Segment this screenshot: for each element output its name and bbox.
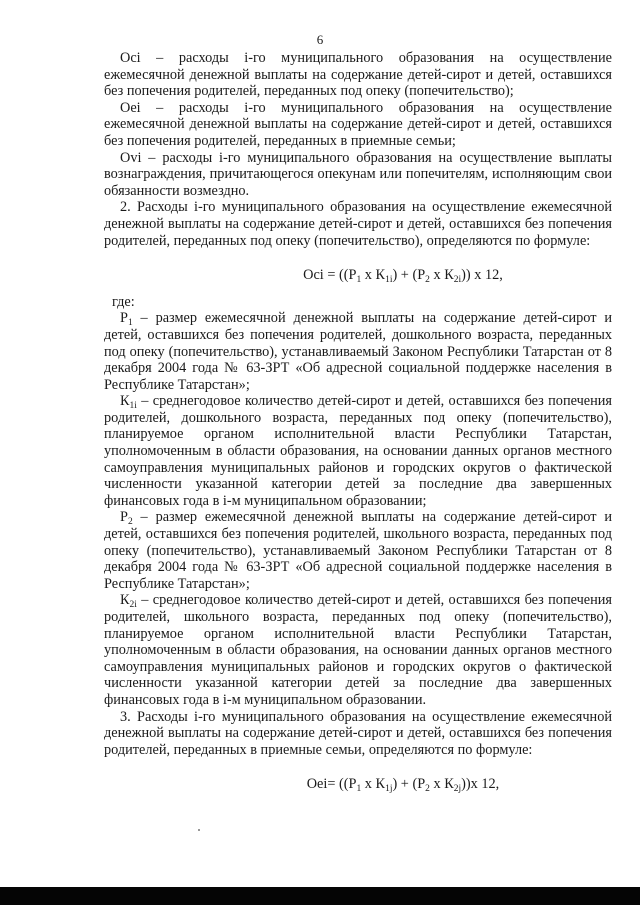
formula-part: х <box>361 267 376 284</box>
symbol-sub: 2i <box>129 600 137 611</box>
symbol-p: Р <box>417 267 426 284</box>
scan-speck <box>198 829 200 831</box>
symbol-p: Р <box>417 776 426 793</box>
symbol-sub: 2 <box>425 275 430 286</box>
definition-text: – среднегодовое количество детей-сирот и детей, оставшихся без попечения родителей, школьного возраста, переданных под опеку (попечительство), планируемое органом исполнительной власти Республики Татарстан, уполномоченным в области образования, на основании данных органов местного самоуправления муниципальных районов и городских округов о фактической численности указанной категории детей за последние два завершенных финансовых года в i-м муниципальном образовании. <box>104 592 612 708</box>
formula-part: х <box>429 267 445 284</box>
formula-part: х <box>361 776 376 793</box>
clause-2: 2. Расходы i-го муниципального образования на осуществление ежемесячной денежной выплаты на содержание детей-сирот и детей, оставшихся без попечения родителей, переданных под опеку (попечительство), определяются по формуле: <box>104 199 612 249</box>
symbol-k: К <box>444 776 454 793</box>
symbol-sub: 2 <box>127 517 133 528</box>
formula-part: ) + ( <box>392 267 418 284</box>
symbol-sub: 1i <box>129 401 137 412</box>
formula-part: )) х 12, <box>461 267 503 284</box>
definition-oei: Оei – расходы i-го муниципального образования на осуществление ежемесячной денежной выплаты на содержание детей-сирот и детей, оставшихся без попечения родителей, переданных в приемные семьи; <box>104 99 612 149</box>
clause-3: 3. Расходы i-го муниципального образования на осуществление ежемесячной денежной выплаты на содержание детей-сирот и детей, оставшихся без попечения родителей, переданных в приемные семьи, определяются по формуле: <box>104 708 612 758</box>
formula-osi <box>104 249 612 294</box>
definition-text: – размер ежемесячной денежной выплаты на содержание детей-сирот и детей, оставшихся без попечения родителей, школьного возраста, переданных под опеку (попечительство), устанавливаемый Законом Республики Татарстан от 8 декабря 2004 года № 63-ЗРТ «Об адресной социальной поддержке населения в Республике Татарстан»; <box>104 509 612 592</box>
symbol-p: Р <box>348 267 357 284</box>
formula-part: Оei= (( <box>306 776 349 793</box>
symbol-k: К <box>120 592 130 609</box>
where-label: где: <box>112 293 135 310</box>
symbol-p: Р <box>120 509 128 526</box>
symbol-sub: 2i <box>453 275 462 286</box>
symbol-sub: 1j <box>385 784 393 795</box>
definition-k1i <box>104 393 612 509</box>
symbol-sub: 1 <box>127 318 133 329</box>
definition-ovi: Оvi – расходы i-го муниципального образования на осуществление выплаты вознаграждения, причитающегося опекунам или попечителям, исполняющим свои обязанности возмездно. <box>104 149 612 199</box>
document-body <box>104 50 612 793</box>
definition-text: – среднегодовое количество детей-сирот и детей, оставшихся без попечения родителей, дошкольного возраста, переданных под опеку (попечительство), планируемое органом исполнительной власти Республики Татарстан, уполномоченным в области образования, на основании данных органов местного самоуправления муниципальных районов и городских округов о фактической численности указанной категории детей за последние два завершенных финансовых года в i-м муниципальном образовании; <box>104 393 612 509</box>
definition-p1 <box>104 310 612 393</box>
definition-osi: Осi – расходы i-го муниципального образования на осуществление ежемесячной денежной выплаты на содержание детей-сирот и детей, оставшихся без попечения родителей, переданных под опеку (попечительство); <box>104 50 612 100</box>
symbol-sub: 1 <box>356 275 362 286</box>
symbol-p: Р <box>348 776 357 793</box>
definition-text: – размер ежемесячной денежной выплаты на содержание детей-сирот и детей, оставшихся без попечения родителей, дошкольного возраста, переданных под опеку (попечительство), устанавливаемый Законом Республики Татарстан от 8 декабря 2004 года № 63-ЗРТ «Об адресной социальной поддержке населения в Республике Татарстан»; <box>104 310 612 393</box>
symbol-sub: 2j <box>453 784 462 795</box>
symbol-k: К <box>375 267 386 284</box>
symbol-sub: 1i <box>385 275 393 286</box>
symbol-k: К <box>120 393 130 410</box>
symbol-p: Р <box>120 310 128 327</box>
formula-part: х <box>429 776 445 793</box>
scan-bottom-edge <box>0 887 640 905</box>
definition-p2 <box>104 509 612 592</box>
symbol-k: К <box>444 267 454 284</box>
formula-part: ))х 12, <box>461 776 500 793</box>
formula-part: ) + ( <box>392 776 418 793</box>
symbol-sub: 2 <box>425 784 430 795</box>
formula-oei <box>104 758 612 793</box>
page-number: 6 <box>316 32 324 47</box>
formula-part: Осi = (( <box>303 267 349 284</box>
definition-k2i <box>104 592 612 708</box>
symbol-k: К <box>375 776 386 793</box>
symbol-sub: 1 <box>356 784 362 795</box>
